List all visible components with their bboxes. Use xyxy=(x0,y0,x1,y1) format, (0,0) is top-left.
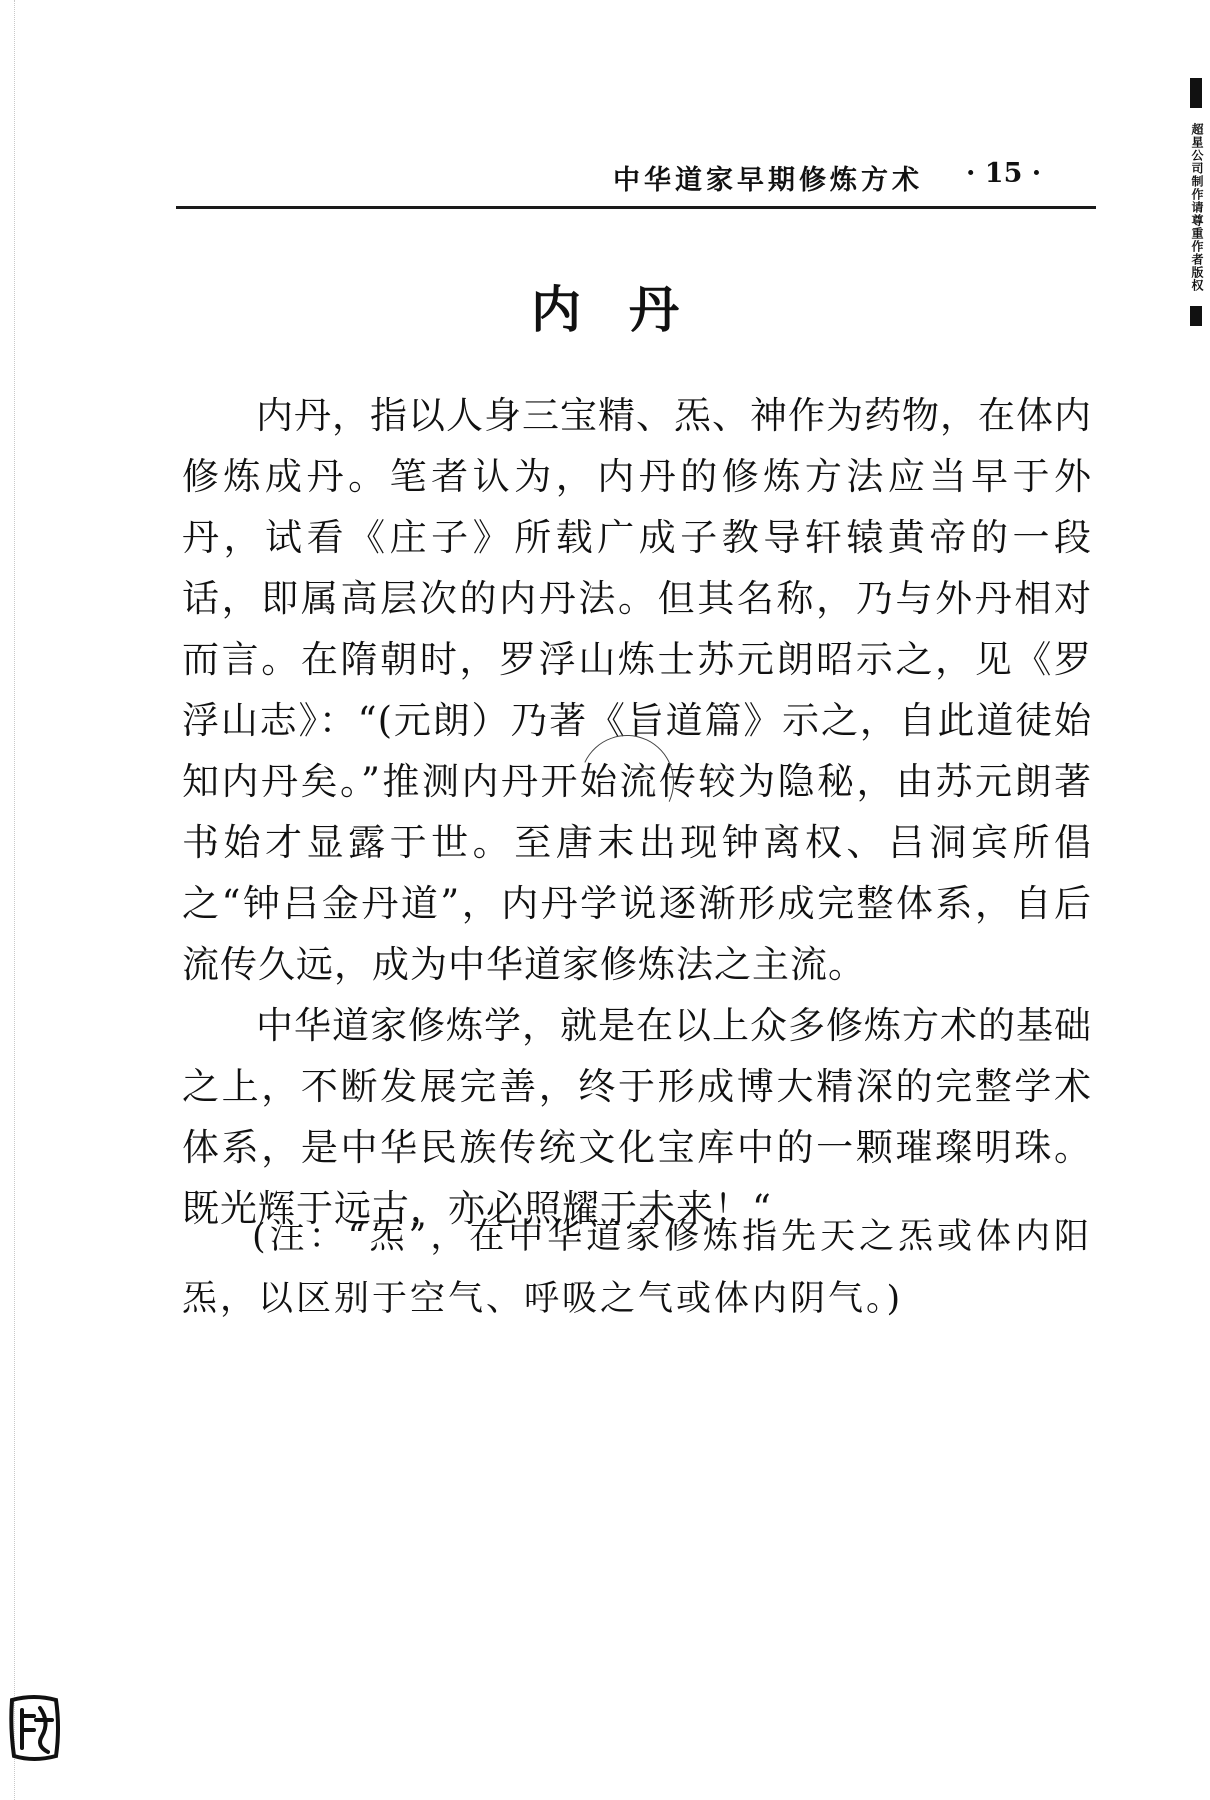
section-title: 内丹 xyxy=(531,280,727,339)
corner-seal-icon xyxy=(6,1692,64,1764)
paragraph-2: 中华道家修炼学，就是在以上众多修炼方术的基础之上，不断发展完善，终于形成博大精深的完整学术体系，是中华民族传统文化宝库中的一颗璀璨明珠。既光辉于远古，亦必照耀于未来！“ xyxy=(182,1004,1092,1230)
running-title: 中华道家早期修炼方术 xyxy=(613,165,923,196)
page-number: · 15 · xyxy=(966,158,1042,189)
paragraph-1: 内丹，指以人身三宝精、炁、神作为药物，在体内修炼成丹。笔者认为，内丹的修炼方法应当早于外丹，试看《庄子》所载广成子教导轩辕黄帝的一段话，即属高层次的内丹法。但其名称，乃与外丹相对而言。在隋朝时，罗浮山炼士苏元朗昭示之，见《罗浮山志》：“(元朗）乃著《旨道篇》示之，自此道徒始知内丹矣。”推测内丹开始流传较为隐秘，由苏元朗著书始才显露于世。至唐末出现钟离权、吕洞宾所倡之“钟吕金丹道”，内丹学说逐渐形成完整体系，自后流传久远，成为中华道家修炼法之主流。 xyxy=(182,394,1092,986)
stamp-text: 超星公司制作请尊重作者版权 xyxy=(1190,122,1204,292)
footnote: (注：“炁”，在中华道家修炼指先天之炁或体内阳炁，以区别于空气、呼吸之气或体内阴气。) xyxy=(182,1217,1092,1319)
stamp-bar-top xyxy=(1190,78,1202,108)
running-header xyxy=(176,150,1096,209)
